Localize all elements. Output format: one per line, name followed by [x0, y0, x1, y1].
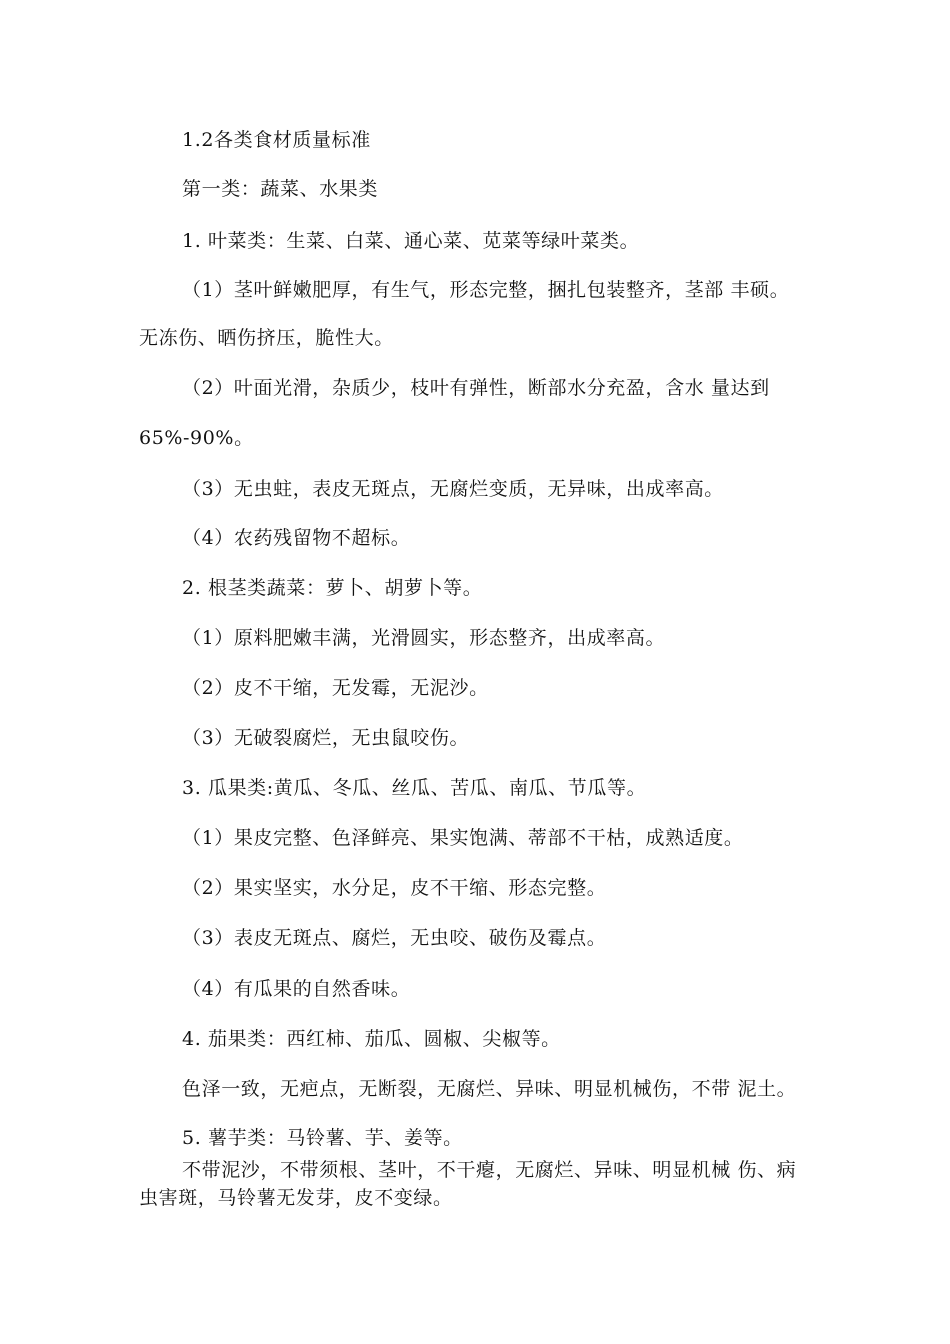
- paragraph-line: （1）茎叶鲜嫩肥厚，有生气，形态完整，捆扎包装整齐，茎部 丰硕。: [182, 279, 790, 301]
- paragraph-line: （4）有瓜果的自然香味。: [182, 978, 411, 1000]
- item-heading: 1. 叶菜类：生菜、白菜、通心菜、苋菜等绿叶菜类。: [182, 230, 640, 252]
- paragraph-line: 无冻伤、晒伤挤压，脆性大。: [139, 327, 394, 349]
- item-heading: 4. 茄果类：西红柿、茄瓜、圆椒、尖椒等。: [182, 1028, 561, 1050]
- paragraph-line: （3）无虫蛀，表皮无斑点，无腐烂变质，无异味，出成率高。: [182, 478, 724, 500]
- category-heading: 第一类：蔬菜、水果类: [182, 178, 379, 200]
- paragraph-line: （4）农药残留物不超标。: [182, 527, 411, 549]
- paragraph-line: 65%-90%。: [139, 427, 254, 449]
- paragraph-line: （1）原料肥嫩丰满，光滑圆实，形态整齐，出成率高。: [182, 627, 666, 649]
- item-heading: 2. 根茎类蔬菜：萝卜、胡萝卜等。: [182, 577, 483, 599]
- item-heading: 5. 薯芋类：马铃薯、芋、姜等。: [182, 1127, 463, 1149]
- section-heading: 1.2各类食材质量标准: [182, 129, 371, 151]
- paragraph-line: （3）表皮无斑点、腐烂，无虫咬、破伤及霉点。: [182, 927, 607, 949]
- paragraph-line: （2）叶面光滑，杂质少，枝叶有弹性，断部水分充盈，含水 量达到: [182, 377, 770, 399]
- paragraph-line: （2）果实坚实，水分足，皮不干缩、形态完整。: [182, 877, 607, 899]
- paragraph-line: 虫害斑，马铃薯无发芽，皮不变绿。: [139, 1187, 453, 1209]
- paragraph-line: （3）无破裂腐烂，无虫鼠咬伤。: [182, 727, 470, 749]
- paragraph-line: （2）皮不干缩，无发霉，无泥沙。: [182, 677, 489, 699]
- paragraph-line: 不带泥沙，不带须根、茎叶，不干瘪，无腐烂、异味、明显机械 伤、病: [182, 1159, 797, 1181]
- paragraph-line: （1）果皮完整、色泽鲜亮、果实饱满、蒂部不干枯，成熟适度。: [182, 827, 744, 849]
- item-heading: 3. 瓜果类:黄瓜、冬瓜、丝瓜、苦瓜、南瓜、节瓜等。: [182, 777, 647, 799]
- paragraph-line: 色泽一致，无疤点，无断裂，无腐烂、异味、明显机械伤，不带 泥土。: [182, 1078, 797, 1100]
